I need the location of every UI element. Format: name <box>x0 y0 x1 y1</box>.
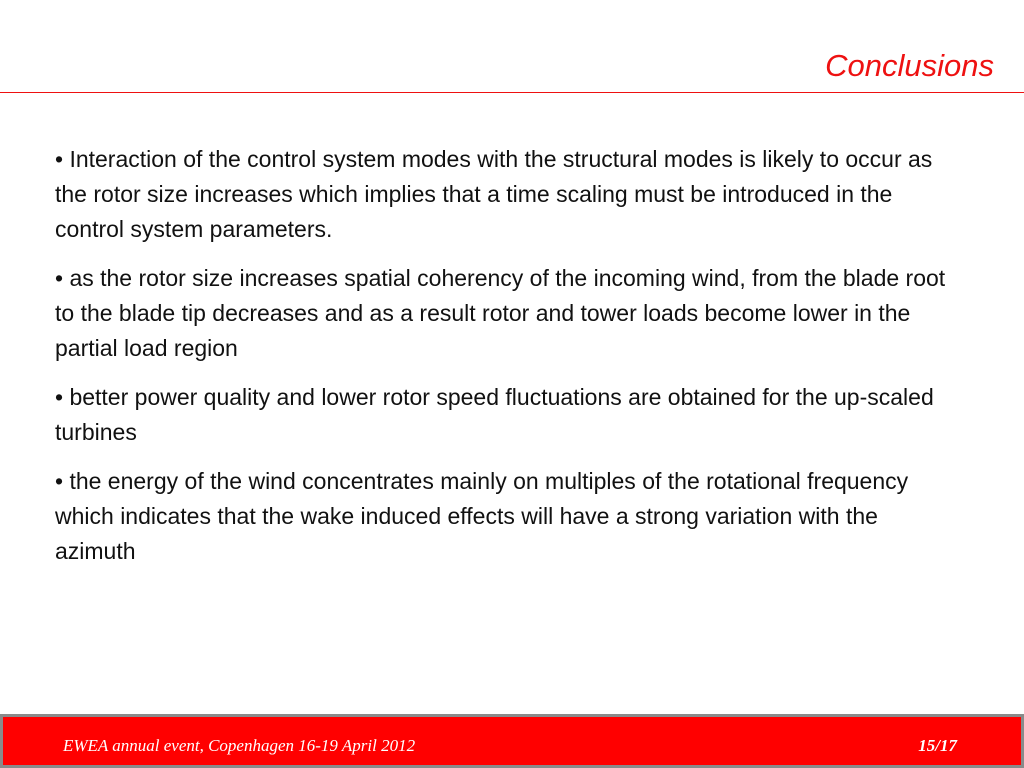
footer-panel <box>3 717 1021 765</box>
footer-event-text: EWEA annual event, Copenhagen 16-19 April 2012 <box>63 736 416 755</box>
bullet-list <box>55 142 955 583</box>
title-divider <box>0 92 1024 93</box>
footer-bar <box>0 714 1024 768</box>
slide-title: Conclusions <box>825 48 994 83</box>
page-number: 15/17 <box>918 736 957 755</box>
bullet-item-4: • the energy of the wind concentrates mainly on multiples of the rotational frequency which indicates that the wake induced effects will have a strong variation with the azimuth <box>55 468 909 564</box>
bullet-item-1: • Interaction of the control system modes with the structural modes is likely to occur as the rotor size increases which implies that a time scaling must be introduced in the control system parameters. <box>55 146 933 242</box>
bullet-item-3: • better power quality and lower rotor speed fluctuations are obtained for the up-scaled turbines <box>55 384 934 445</box>
bullet-item-2: • as the rotor size increases spatial coherency of the incoming wind, from the blade root to the blade tip decreases and as a result rotor and tower loads become lower in the partial load region <box>55 265 946 361</box>
